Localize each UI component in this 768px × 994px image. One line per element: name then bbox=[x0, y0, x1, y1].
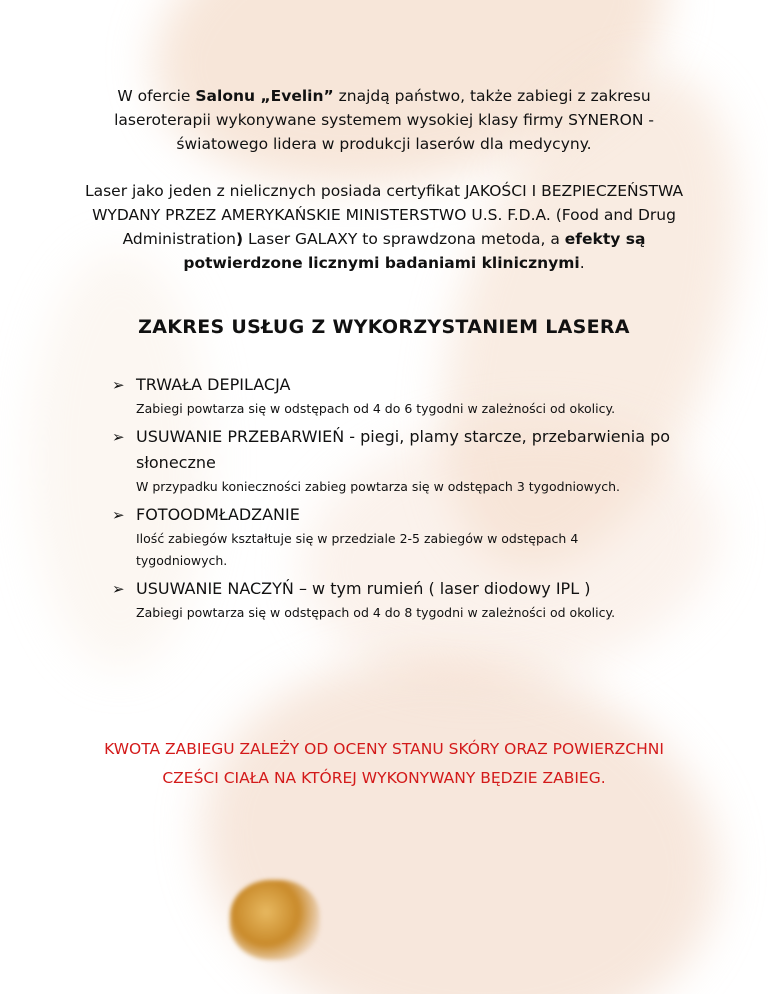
intro-paragraph-1 bbox=[80, 84, 688, 156]
service-note: Zabiegi powtarza się w odstępach od 4 do 6 tygodni w zależności od okolicy. bbox=[136, 401, 616, 416]
arrow-bullet-icon: ➢ bbox=[112, 580, 125, 598]
list-item bbox=[112, 502, 672, 572]
intro-text: znajdą państwo, także zabiegi z zakresu laseroterapii wykonywane systemem wysokiej klasy firmy SYNERON - światowego lidera w produkcji laserów dla medycyny. bbox=[114, 87, 654, 153]
arrow-bullet-icon: ➢ bbox=[112, 376, 125, 394]
service-note: W przypadku konieczności zabieg powtarza się w odstępach 3 tygodniowych. bbox=[136, 479, 621, 494]
services-list bbox=[112, 372, 672, 628]
section-title: ZAKRES USŁUG Z WYKORZYSTANIEM LASERA bbox=[138, 316, 630, 338]
certificate-text: Laser jako jeden z nielicznych posiada certyfikat JAKOŚCI I BEZPIECZEŃSTWA WYDANY PRZEZ AMERYKAŃSKIE MINISTERSTWO U.S. F.D.A. (Food and Drug Administration bbox=[84, 182, 684, 248]
intro-paragraph-2 bbox=[80, 179, 688, 275]
intro-text: W ofercie bbox=[117, 87, 196, 105]
effects-confirmed-text: efekty są potwierdzone licznymi badaniami klinicznymi bbox=[183, 230, 646, 272]
service-title: FOTOODMŁADZANIE bbox=[136, 505, 300, 524]
arrow-bullet-icon: ➢ bbox=[112, 428, 125, 446]
closing-paren: ) bbox=[235, 230, 244, 248]
period: . bbox=[579, 254, 585, 272]
galaxy-text: Laser GALAXY to sprawdzona metoda, a bbox=[243, 230, 565, 248]
list-item bbox=[112, 372, 672, 420]
service-title: USUWANIE PRZEBARWIEŃ - piegi, plamy starcze, przebarwienia po słoneczne bbox=[136, 427, 671, 472]
service-title: TRWAŁA DEPILACJA bbox=[136, 375, 291, 394]
service-note: Ilość zabiegów kształtuje się w przedziale 2-5 zabiegów w odstępach 4 tygodniowych. bbox=[136, 531, 579, 568]
price-note: KWOTA ZABIEGU ZALEŻY OD OCENY STANU SKÓRY ORAZ POWIERZCHNI CZEŚCI CIAŁA NA KTÓREJ WYKONYWANY BĘDZIE ZABIEG. bbox=[104, 740, 664, 787]
service-title: USUWANIE NACZYŃ – w tym rumień ( laser diodowy IPL ) bbox=[136, 579, 591, 598]
salon-name: Salonu „Evelin” bbox=[195, 87, 334, 105]
arrow-bullet-icon: ➢ bbox=[112, 506, 125, 524]
list-item bbox=[112, 576, 672, 624]
list-item bbox=[112, 424, 672, 498]
service-note: Zabiegi powtarza się w odstępach od 4 do 8 tygodni w zależności od okolicy. bbox=[136, 605, 616, 620]
